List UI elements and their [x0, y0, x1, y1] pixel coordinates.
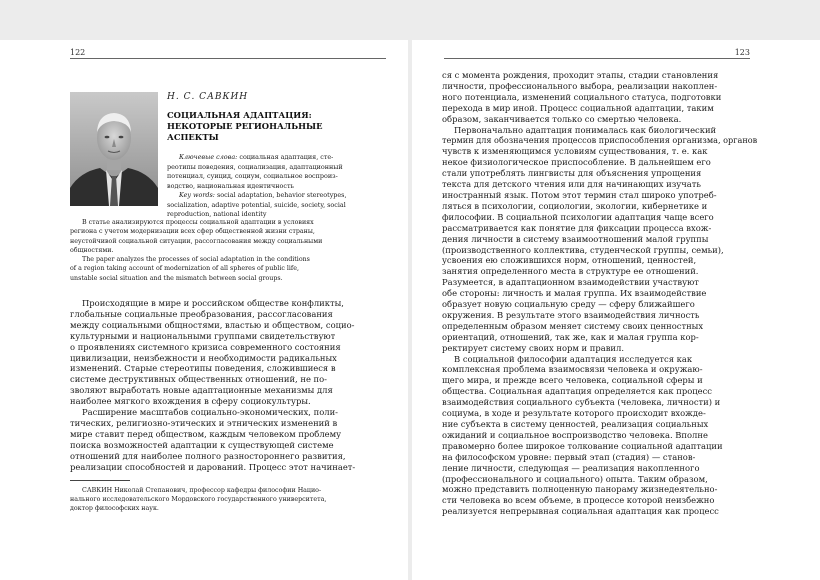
body-line: Происходящие в мире и российском обществе конфликты, [82, 298, 344, 308]
body-line: ние субъекта в систему ценностей, реализация социальных [442, 419, 709, 429]
body-line: сти человека во всем объеме, в процессе которой неизбежно [442, 495, 715, 506]
body-line: термин для обозначения процессов приспособления организма, органов [442, 135, 758, 146]
body-line: глобальные социальные преобразования, рассогласования [70, 308, 333, 319]
body-line: (производственного коллектива, студенческой группы, семьи), [442, 244, 724, 255]
keywords-en-line: socialization, adaptive potential, suicide, society, social [167, 200, 346, 209]
keywords-ru-line: потенциал, суицид, социум, социальное воспроиз- [167, 172, 338, 180]
body-line: ожиданий и социальное воспроизводство человека. Вполне [442, 429, 708, 440]
body-line: о проявлениях системного кризиса современного состояния [70, 341, 341, 352]
body-line: Разумеется, в адаптационном взаимодействии участвуют [442, 277, 699, 288]
keywords-ru-label: Ключевые слова: [179, 153, 238, 161]
body-line: отношений для наиболее полного разностороннего развития, [70, 450, 346, 461]
body-line: ного потенциала, изменений социального статуса, подготовки [442, 91, 722, 102]
body-line: образует новую социальную среду — сферу ближайшего [442, 299, 695, 310]
body-line: цивилизации, неизбежности и необходимости радикальных [70, 352, 337, 363]
body-line: изменений. Старые стереотипы поведения, сложившиеся в [70, 363, 336, 374]
body-line: между социальными общностями, властью и обществом, социо- [70, 319, 355, 330]
title-line: СОЦИАЛЬНАЯ АДАПТАЦИЯ: [167, 110, 312, 120]
abstract-ru-line: региона с учетом модернизации всех сфер общественной жизни страны, [70, 228, 315, 236]
body-line: (профессионального и социального) опыта. Таким образом, [442, 473, 708, 484]
body-line: мире ставит перед обществом, каждым человеком проблему [70, 428, 342, 439]
footnote-line: САВКИН Николай Степанович, профессор кафедры философии Нацио- [82, 487, 322, 494]
body-line: системе деструктивных общественных отношений, не по- [70, 374, 328, 385]
body-line: ориентаций, отношений, так же, как и малая группа кор- [442, 331, 699, 342]
body-line: комплексная проблема взаимосвязи человека и окружаю- [442, 364, 703, 375]
abstract-ru-line: общностями. [70, 246, 114, 254]
body-line: окружения. В результате этого взаимодействия личность [442, 309, 700, 320]
author-portrait [70, 92, 158, 206]
abstract [70, 218, 383, 283]
body-line: личности, профессионального выбора, реализации накоплен- [442, 80, 718, 91]
body-line: определенным образом меняет систему своих ценностных [442, 320, 704, 331]
body-line: стали употреблять лингвисты для объяснения упрощения [442, 168, 702, 179]
body-line: ся с момента рождения, проходит этапы, стадии становления [442, 70, 719, 80]
keywords-block [167, 153, 383, 220]
body-line: философии. В социальной психологии адаптация чаще всего [442, 211, 714, 222]
body-line: ляться в психологии, социологии, экологии, кибернетике и [442, 200, 708, 211]
body-line: рассматривается как понятие для фиксации процесса вхож- [442, 222, 712, 233]
body-line: общества. Социальная адаптация определяется как процесс [442, 386, 712, 397]
body-line: культурными и национальными группами свидетельствуют [70, 330, 336, 341]
left-page [0, 40, 408, 580]
body-line: текста для детского чтения или для начинающих изучать [442, 179, 701, 190]
author-footnote [70, 486, 383, 513]
body-line: ректирует систему своих норм и правил. [442, 342, 625, 353]
body-line: можно представить полноценную панораму жизнедеятельно- [442, 484, 718, 495]
keywords-en-label: Key words: [179, 191, 215, 199]
left-page-number: 122 [70, 48, 86, 57]
author-portrait-image [70, 92, 158, 206]
author-name: Н. С. САВКИН [167, 92, 249, 102]
body-line: зволяют выработать новые адаптационные механизмы для [70, 385, 333, 396]
body-line: тических, религиозно-этических и этнических изменений в [70, 417, 338, 428]
body-line: щего мира, и прежде всего человека, социальной сферы и [442, 375, 703, 386]
body-line: иностранный язык. Потом этот термин стал широко употреб- [442, 189, 717, 200]
keywords-en-line: reproduction, national identity [167, 210, 267, 218]
body-line: поиска возможностей адаптации к существующей системе [70, 439, 334, 450]
body-line: некое физиологическое приспособление. В дальнейшем его [442, 157, 711, 168]
abstract-en-line: The paper analyzes the processes of social adaptation in the conditions [82, 256, 310, 264]
body-line: правомерно более широкое толкование социальной адаптации [442, 440, 723, 451]
keywords-en-line [167, 191, 383, 201]
footnote-rule [70, 480, 130, 481]
body-line: образом, заканчивается только со смертью человека. [442, 113, 682, 124]
body-line: перехода в мир иной. Процесс социальной адаптации, таким [442, 102, 714, 113]
body-line: реализуется непрерывная социальная адаптация как процесс [442, 506, 719, 517]
keywords-ru-line: реотипы поведения, социализация, адаптационный [167, 162, 343, 171]
body-line: социума, в ходе и результате которого происходит вхожде- [442, 408, 706, 419]
body-line: взаимодействия социального субъекта (человека, личности) и [442, 397, 721, 408]
footnote-line: нального исследовательского Мордовского государственного университета, [70, 496, 327, 503]
body-line: занятия определенного места в структуре ее отношений. [442, 266, 699, 277]
article-title [167, 110, 357, 143]
right-header-rule [444, 58, 750, 59]
right-body-text [442, 70, 757, 517]
body-line: Расширение масштабов социально-экономических, поли- [82, 407, 338, 418]
abstract-en-line: unstable social situation and the mismatch between social groups. [70, 274, 283, 282]
right-page-number: 123 [734, 48, 750, 57]
keywords-ru-text: социальная адаптация, сте- [237, 153, 334, 161]
abstract-en-line: of a region taking account of modernization of all spheres of public life, [70, 265, 299, 273]
left-body-text [70, 298, 383, 473]
body-line: дения личности в систему взаимоотношений малой группы [442, 233, 709, 244]
abstract-ru-line: неустойчивой социальной ситуации, рассогласования между социальными [70, 237, 323, 245]
body-line: на философском уровне: первый этап (стадия) — станов- [442, 451, 696, 462]
keywords-ru-line: водство, национальная идентичность [167, 181, 294, 190]
body-line: наиболее мягкого вхождения в сферу социокультуры. [70, 396, 311, 407]
left-header-rule [70, 58, 386, 59]
body-line: обе стороны: личность и малая группа. Их взаимодействие [442, 288, 707, 299]
body-line: ление личности, следующая — реализация накопленного [442, 462, 700, 473]
right-page [412, 40, 820, 580]
footnote-line: доктор философских наук. [70, 505, 159, 512]
body-line: В социальной философии адаптация исследуется как [454, 353, 693, 364]
body-line: усвоения ею сложившихся норм, отношений, ценностей, [442, 255, 697, 266]
body-line: чувств к изменяющимся условиям существования, т. е. как [442, 146, 708, 157]
keywords-en-text: social adaptation, behavior stereotypes, [214, 191, 347, 199]
title-line: НЕКОТОРЫЕ РЕГИОНАЛЬНЫЕ [167, 121, 323, 131]
abstract-ru-line: В статье анализируются процессы социальной адаптации в условиях [82, 219, 314, 226]
body-line: Первоначально адаптация понималась как биологический [454, 124, 717, 135]
title-line: АСПЕКТЫ [167, 132, 219, 142]
body-line: реализации способностей и дарований. Процесс этот начинает- [70, 461, 356, 472]
keywords-ru-line [167, 153, 383, 163]
